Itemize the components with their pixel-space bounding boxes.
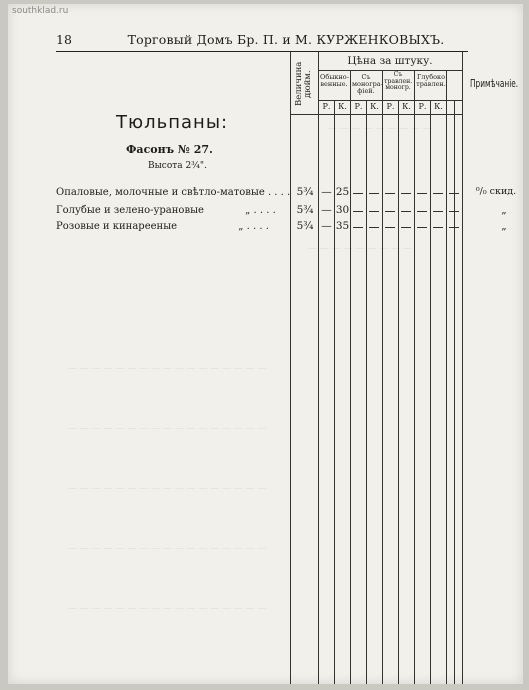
empty-price-dash xyxy=(369,227,379,228)
remarks-column-header: Примѣчанiе. xyxy=(470,78,519,90)
item-remark: ⁰/₀ скид. xyxy=(475,186,517,197)
empty-price-dash xyxy=(353,211,363,212)
item-size: 5¾ xyxy=(296,186,314,198)
item-kop: 25 xyxy=(335,186,350,198)
item-size: 5¾ xyxy=(296,204,314,216)
item-size: 5¾ xyxy=(296,220,314,232)
empty-price-dash xyxy=(369,193,379,194)
currency-kop: К. xyxy=(402,102,411,111)
item-remark: „ xyxy=(501,204,507,216)
empty-price-dash xyxy=(401,227,411,228)
item-rub: — xyxy=(321,204,332,216)
item-name: Голубые и зелено-урановые xyxy=(56,205,204,216)
empty-price-dash xyxy=(369,211,379,212)
price-group-header: Цѣна за штуку. xyxy=(347,55,433,67)
item-name: Розовые и кинарееные xyxy=(56,221,178,232)
empty-price-dash xyxy=(385,227,395,228)
empty-price-dash xyxy=(385,211,395,212)
empty-price-dash xyxy=(433,193,443,194)
empty-price-dash xyxy=(385,193,395,194)
price-col-deep-etched: Глубоко травлен. xyxy=(416,73,446,88)
currency-kop: К. xyxy=(434,102,443,111)
size-column-header: Величина дюйм. xyxy=(294,61,313,107)
empty-price-dash xyxy=(449,193,459,194)
section-title: Тюльпаны: xyxy=(116,112,229,133)
currency-rub: Р. xyxy=(354,102,363,111)
empty-price-dash xyxy=(417,227,427,228)
item-leader: „ . . . . xyxy=(245,205,276,216)
item-name: Опаловые, молочные и свѣтло-матовые xyxy=(56,187,265,198)
price-col-etched-monogram: Съ травлен. моногр. xyxy=(384,71,413,91)
page-header xyxy=(56,32,466,52)
empty-price-dash xyxy=(449,211,459,212)
item-rub: — xyxy=(321,220,332,232)
item-leader: . . . . xyxy=(267,187,291,198)
watermark: southklad.ru xyxy=(12,6,69,16)
running-title: Торговый Домъ Бр. П. и М. КУРЖЕНКОВЫХЪ. xyxy=(127,32,445,47)
item-kop: 35 xyxy=(335,220,350,232)
table-row xyxy=(56,187,290,201)
currency-kop: К. xyxy=(338,102,347,111)
height-note: Высота 2¾". xyxy=(148,161,207,171)
price-col-monogram: Съ моногра-фiей. xyxy=(352,73,383,95)
table-row xyxy=(56,221,269,235)
item-leader: „ . . . . xyxy=(238,221,269,232)
page-number: 18 xyxy=(56,32,72,47)
item-remark: „ xyxy=(501,220,507,232)
empty-price-dash xyxy=(401,211,411,212)
empty-price-dash xyxy=(433,211,443,212)
catalog-page: southklad.ru 18 Торговый Домъ Бр. П. и М. КУРЖЕНКОВЫХЪ. — — — — — — — — — — — — — — — — — — — — — — — — — — — — — — — — — — — — — — — — — — — — — — — — — — — — — — — — — — — — — — — — — — — — — — — — — — — — — — — — — — — — — — — — — — — — — — — — — — — — — — — Величина дюйм. Цѣна за штуку. Обыкно-венные. Съ моногра-фiей. Съ травлен. моногр. Глубоко травлен. Р. К. Р. К. Р. К. Р. К. Примѣчанiе. Тюльпаны: Фасонъ № 27. Высота 2¾". Опаловые, молочные и свѣтло-матовые . . . . 5¾ — 25 ⁰/₀ скид. Голубые и зелено-урановые „ . . . . 5¾ — 30 „ Розовые и кинарееные „ . . . . 5¾ — 35 „ xyxy=(8,4,523,684)
empty-price-dash xyxy=(449,227,459,228)
currency-rub: Р. xyxy=(418,102,427,111)
empty-price-dash xyxy=(353,227,363,228)
empty-price-dash xyxy=(401,193,411,194)
item-kop: 30 xyxy=(335,204,350,216)
style-number: Фасонъ № 27. xyxy=(126,143,213,156)
table-row xyxy=(56,205,276,219)
price-col-ordinary: Обыкно-венные. xyxy=(320,73,349,88)
empty-price-dash xyxy=(433,227,443,228)
header-rule xyxy=(56,51,468,52)
currency-rub: Р. xyxy=(322,102,331,111)
currency-rub: Р. xyxy=(386,102,395,111)
empty-price-dash xyxy=(417,193,427,194)
item-rub: — xyxy=(321,186,332,198)
currency-kop: К. xyxy=(370,102,379,111)
empty-price-dash xyxy=(353,193,363,194)
empty-price-dash xyxy=(417,211,427,212)
